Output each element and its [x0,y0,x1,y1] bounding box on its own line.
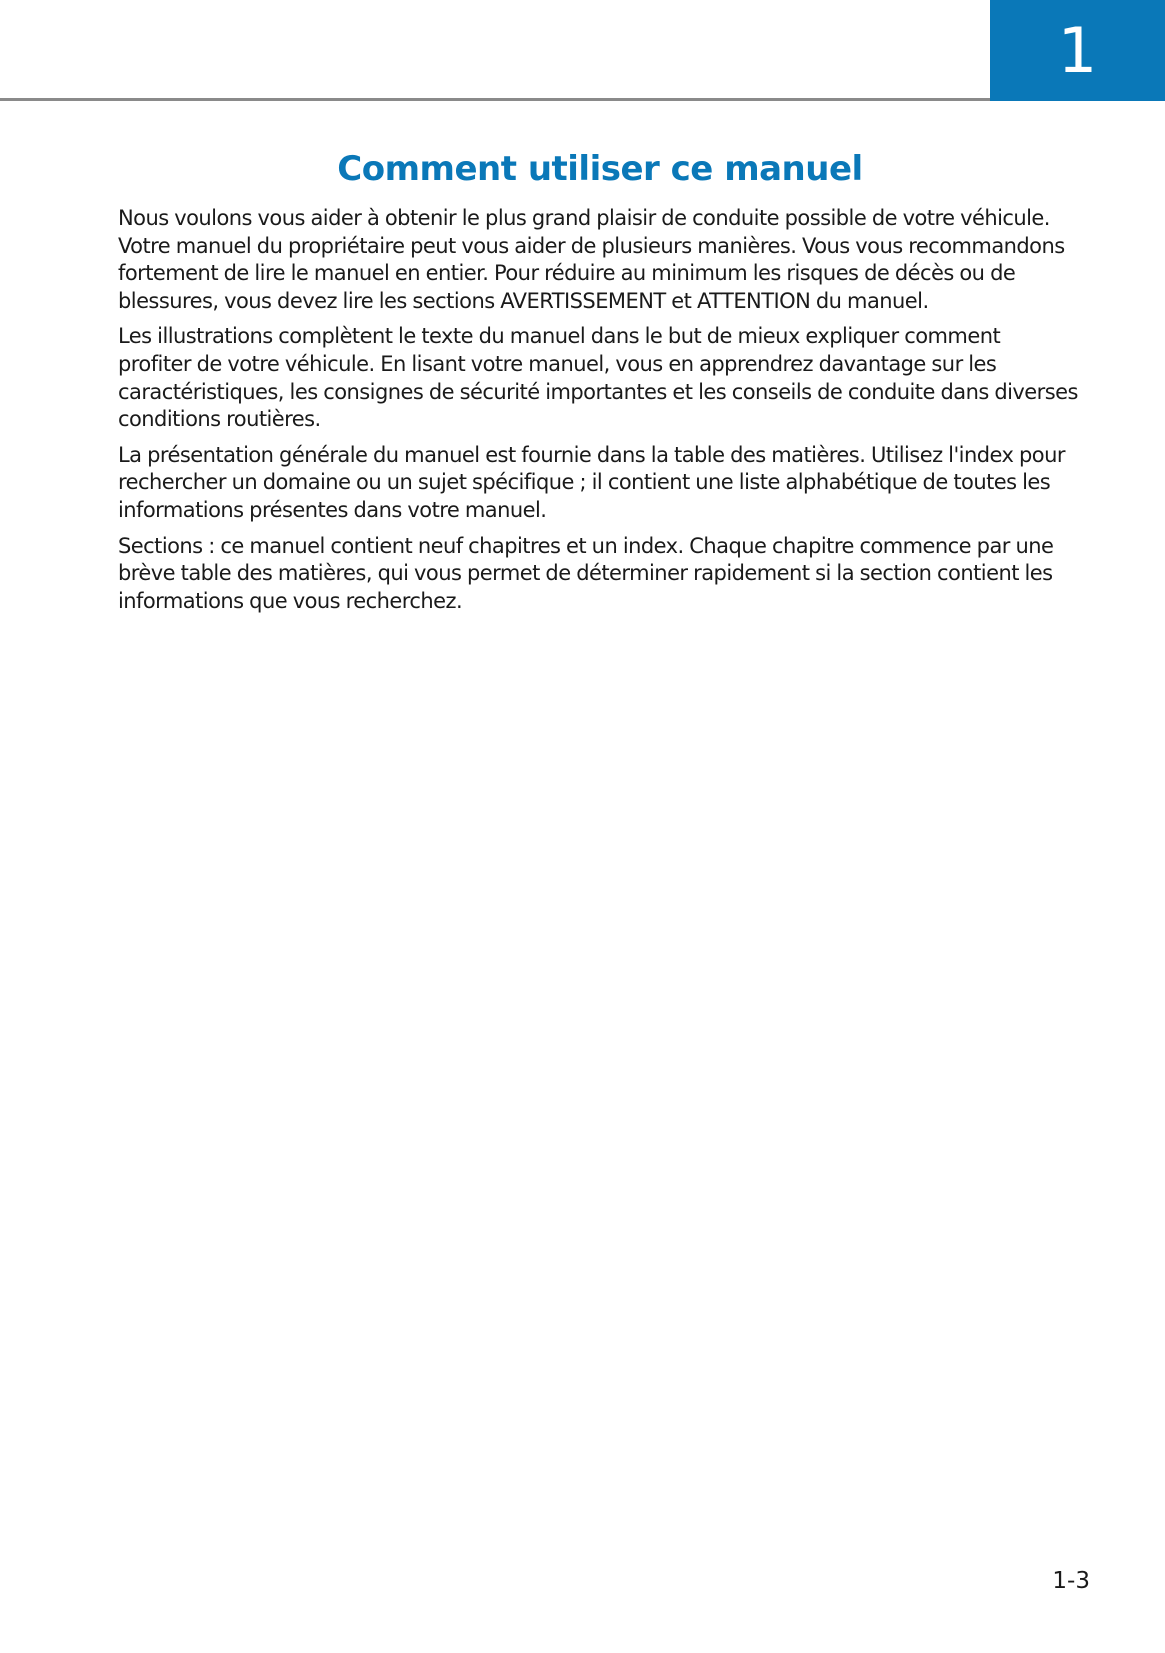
paragraph-sections: Sections : ce manuel contient neuf chapitres et un index. Chaque chapitre commence par une brève table des matières, qui vous permet de déterminer rapidement si la section contient les informations que vous recherchez. [118,533,1054,613]
header-rule [0,98,990,101]
body-text [118,205,1078,623]
paragraph-intro: Nous voulons vous aider à obtenir le plus grand plaisir de conduite possible de votre véhicule. Votre manuel du propriétaire peut vous aider de plusieurs manières. Vous vous recommandons fortement de lire le manuel en entier. Pour réduire au minimum les risques de décès ou de blessures, vous devez lire les sections AVERTISSEMENT et ATTENTION du manuel. [118,206,1065,313]
chapter-number-tab: 1 [990,0,1165,101]
page-title: Comment utiliser ce manuel [337,149,863,189]
page-number: 1-3 [1052,1568,1090,1594]
paragraph-table-of-contents: La présentation générale du manuel est fournie dans la table des matières. Utilisez l'index pour rechercher un domaine ou un sujet spécifique ; il contient une liste alphabétique de toutes les informations présentes dans votre manuel. [118,442,1065,522]
paragraph-illustrations: Les illustrations complètent le texte du manuel dans le but de mieux expliquer comment profiter de votre véhicule. En lisant votre manuel, vous en apprendrez davantage sur les caractéristiques, les consignes de sécurité importantes et les conseils de conduite dans diverses conditions routières. [118,324,1078,432]
